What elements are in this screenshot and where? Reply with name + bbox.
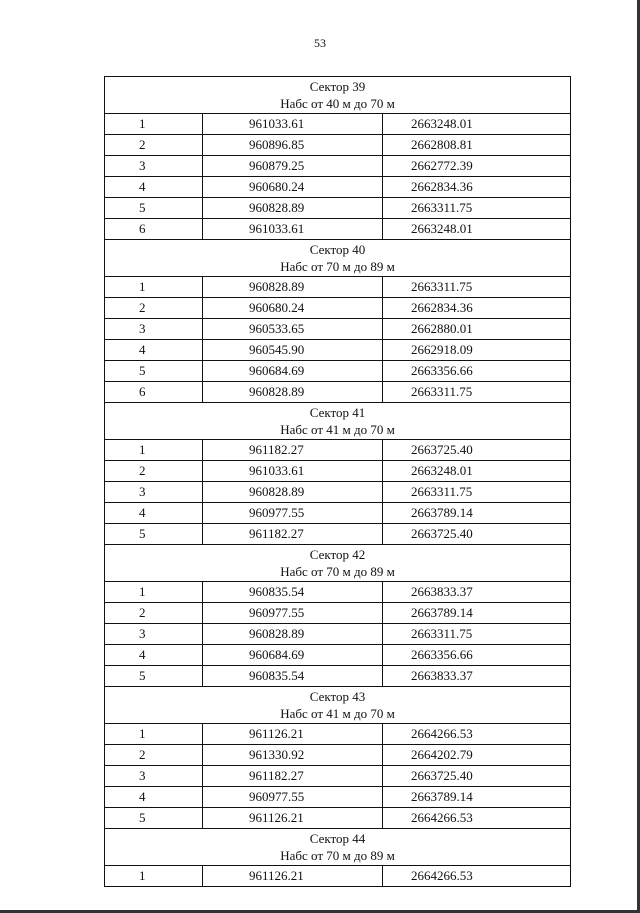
- table-row: [105, 198, 571, 219]
- x-coordinate: 960835.54: [203, 666, 383, 687]
- point-number: 3: [105, 766, 203, 787]
- sector-header: [105, 687, 571, 724]
- point-number: 6: [105, 382, 203, 403]
- table-row: [105, 482, 571, 503]
- table-row: [105, 461, 571, 482]
- y-coordinate: 2664266.53: [383, 724, 571, 745]
- y-coordinate: 2663248.01: [383, 219, 571, 240]
- y-coordinate: 2663789.14: [383, 603, 571, 624]
- y-coordinate: 2664202.79: [383, 745, 571, 766]
- table-row: [105, 177, 571, 198]
- y-coordinate: 2662834.36: [383, 298, 571, 319]
- y-coordinate: 2663789.14: [383, 503, 571, 524]
- sector-header-row: [105, 829, 571, 866]
- table-row: [105, 766, 571, 787]
- x-coordinate: 961330.92: [203, 745, 383, 766]
- point-number: 4: [105, 340, 203, 361]
- point-number: 3: [105, 482, 203, 503]
- point-number: 4: [105, 177, 203, 198]
- x-coordinate: 961126.21: [203, 724, 383, 745]
- x-coordinate: 960828.89: [203, 277, 383, 298]
- table-row: [105, 724, 571, 745]
- x-coordinate: 960828.89: [203, 382, 383, 403]
- point-number: 4: [105, 645, 203, 666]
- x-coordinate: 960533.65: [203, 319, 383, 340]
- point-number: 5: [105, 808, 203, 829]
- coordinates-table-body: [105, 77, 571, 887]
- y-coordinate: 2663311.75: [383, 482, 571, 503]
- sector-header: [105, 829, 571, 866]
- y-coordinate: 2663311.75: [383, 624, 571, 645]
- y-coordinate: 2663725.40: [383, 440, 571, 461]
- table-row: [105, 361, 571, 382]
- point-number: 6: [105, 219, 203, 240]
- x-coordinate: 961182.27: [203, 766, 383, 787]
- table-row: [105, 808, 571, 829]
- table-row: [105, 582, 571, 603]
- table-row: [105, 219, 571, 240]
- y-coordinate: 2663833.37: [383, 666, 571, 687]
- y-coordinate: 2663725.40: [383, 766, 571, 787]
- point-number: 5: [105, 524, 203, 545]
- page-number: 53: [314, 36, 326, 50]
- x-coordinate: 960680.24: [203, 177, 383, 198]
- sector-header-row: [105, 545, 571, 582]
- point-number: 5: [105, 666, 203, 687]
- sector-height-range: Набс от 70 м до 89 м: [280, 848, 395, 863]
- point-number: 3: [105, 156, 203, 177]
- sector-header: [105, 77, 571, 114]
- table-row: [105, 787, 571, 808]
- x-coordinate: 960545.90: [203, 340, 383, 361]
- sector-header-row: [105, 687, 571, 724]
- sector-header: [105, 403, 571, 440]
- point-number: 5: [105, 361, 203, 382]
- table-row: [105, 340, 571, 361]
- table-row: [105, 524, 571, 545]
- point-number: 3: [105, 624, 203, 645]
- sector-header: [105, 545, 571, 582]
- x-coordinate: 961182.27: [203, 524, 383, 545]
- x-coordinate: 960680.24: [203, 298, 383, 319]
- point-number: 1: [105, 866, 203, 887]
- x-coordinate: 960977.55: [203, 787, 383, 808]
- x-coordinate: 960977.55: [203, 503, 383, 524]
- y-coordinate: 2663311.75: [383, 198, 571, 219]
- point-number: 1: [105, 582, 203, 603]
- y-coordinate: 2663248.01: [383, 114, 571, 135]
- x-coordinate: 961126.21: [203, 808, 383, 829]
- y-coordinate: 2663311.75: [383, 382, 571, 403]
- y-coordinate: 2662834.36: [383, 177, 571, 198]
- table-row: [105, 745, 571, 766]
- table-row: [105, 503, 571, 524]
- table-row: [105, 603, 571, 624]
- table-row: [105, 624, 571, 645]
- table-row: [105, 440, 571, 461]
- x-coordinate: 961126.21: [203, 866, 383, 887]
- sector-height-range: Набс от 70 м до 89 м: [280, 259, 395, 274]
- point-number: 3: [105, 319, 203, 340]
- sector-height-range: Набс от 40 м до 70 м: [280, 96, 395, 111]
- y-coordinate: 2663248.01: [383, 461, 571, 482]
- y-coordinate: 2662880.01: [383, 319, 571, 340]
- y-coordinate: 2662918.09: [383, 340, 571, 361]
- sector-header: [105, 240, 571, 277]
- table-row: [105, 382, 571, 403]
- sector-height-range: Набс от 41 м до 70 м: [280, 706, 395, 721]
- table-row: [105, 298, 571, 319]
- table-row: [105, 277, 571, 298]
- x-coordinate: 961182.27: [203, 440, 383, 461]
- point-number: 2: [105, 603, 203, 624]
- sector-header-row: [105, 77, 571, 114]
- coordinates-table-container: [104, 76, 570, 887]
- x-coordinate: 961033.61: [203, 114, 383, 135]
- y-coordinate: 2663725.40: [383, 524, 571, 545]
- y-coordinate: 2663833.37: [383, 582, 571, 603]
- sector-header-row: [105, 240, 571, 277]
- x-coordinate: 960977.55: [203, 603, 383, 624]
- point-number: 1: [105, 440, 203, 461]
- point-number: 2: [105, 461, 203, 482]
- point-number: 2: [105, 745, 203, 766]
- table-row: [105, 866, 571, 887]
- table-row: [105, 645, 571, 666]
- y-coordinate: 2662808.81: [383, 135, 571, 156]
- sector-title: Сектор 44: [309, 831, 366, 846]
- sector-title: Сектор 40: [309, 242, 366, 257]
- point-number: 4: [105, 503, 203, 524]
- y-coordinate: 2663311.75: [383, 277, 571, 298]
- x-coordinate: 961033.61: [203, 219, 383, 240]
- table-row: [105, 156, 571, 177]
- point-number: 2: [105, 135, 203, 156]
- x-coordinate: 960828.89: [203, 482, 383, 503]
- x-coordinate: 960828.89: [203, 198, 383, 219]
- coordinates-table: [104, 76, 571, 887]
- y-coordinate: 2663356.66: [383, 361, 571, 382]
- y-coordinate: 2664266.53: [383, 808, 571, 829]
- sector-title: Сектор 42: [309, 547, 366, 562]
- sector-title: Сектор 43: [309, 689, 366, 704]
- table-row: [105, 114, 571, 135]
- point-number: 1: [105, 277, 203, 298]
- table-row: [105, 319, 571, 340]
- y-coordinate: 2663789.14: [383, 787, 571, 808]
- sector-title: Сектор 39: [309, 79, 366, 94]
- table-row: [105, 135, 571, 156]
- x-coordinate: 960828.89: [203, 624, 383, 645]
- sector-title: Сектор 41: [309, 405, 366, 420]
- x-coordinate: 960879.25: [203, 156, 383, 177]
- x-coordinate: 960835.54: [203, 582, 383, 603]
- y-coordinate: 2664266.53: [383, 866, 571, 887]
- sector-height-range: Набс от 70 м до 89 м: [280, 564, 395, 579]
- x-coordinate: 960684.69: [203, 645, 383, 666]
- point-number: 4: [105, 787, 203, 808]
- point-number: 5: [105, 198, 203, 219]
- table-row: [105, 666, 571, 687]
- x-coordinate: 960896.85: [203, 135, 383, 156]
- y-coordinate: 2662772.39: [383, 156, 571, 177]
- x-coordinate: 960684.69: [203, 361, 383, 382]
- point-number: 1: [105, 724, 203, 745]
- y-coordinate: 2663356.66: [383, 645, 571, 666]
- point-number: 2: [105, 298, 203, 319]
- point-number: 1: [105, 114, 203, 135]
- x-coordinate: 961033.61: [203, 461, 383, 482]
- sector-header-row: [105, 403, 571, 440]
- sector-height-range: Набс от 41 м до 70 м: [280, 422, 395, 437]
